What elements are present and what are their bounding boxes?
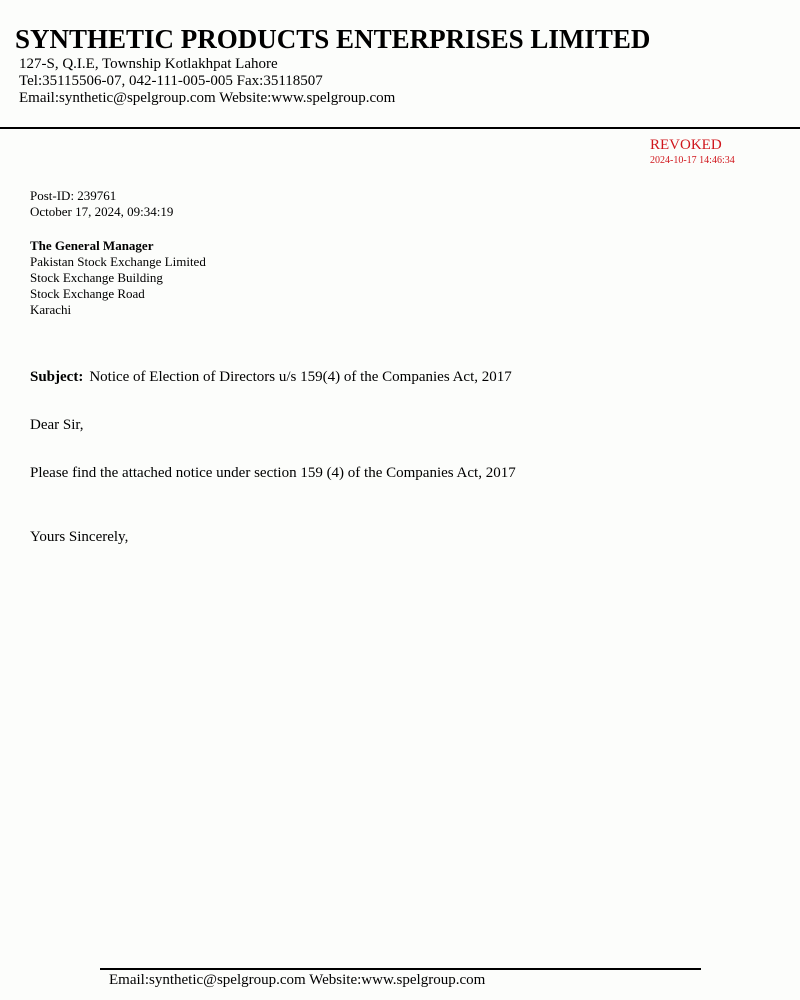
company-name: SYNTHETIC PRODUCTS ENTERPRISES LIMITED xyxy=(15,24,651,54)
letterhead xyxy=(15,22,785,107)
post-date: October 17, 2024, 09:34:19 xyxy=(30,204,174,219)
post-meta xyxy=(30,188,173,220)
recipient-name: The General Manager xyxy=(30,238,154,253)
recipient-line: Stock Exchange Building xyxy=(30,270,163,285)
recipient-line: Stock Exchange Road xyxy=(30,286,145,301)
company-phone-fax: Tel:35115506-07, 042-111-005-005 Fax:35118507 xyxy=(19,73,323,89)
footer-divider xyxy=(100,968,701,970)
letter-body: Please find the attached notice under section 159 (4) of the Companies Act, 2017 xyxy=(30,465,516,481)
company-address: 127-S, Q.I.E, Township Kotlakhpat Lahore xyxy=(19,56,278,72)
status-timestamp: 2024-10-17 14:46:34 xyxy=(650,155,735,166)
subject-text: Notice of Election of Directors u/s 159(4) of the Companies Act, 2017 xyxy=(89,369,512,385)
recipient-address xyxy=(30,238,206,318)
status-label: REVOKED xyxy=(650,137,722,153)
header-divider xyxy=(0,127,800,129)
footer-contact: Email:synthetic@spelgroup.com Website:www.spelgroup.com xyxy=(109,972,486,988)
status-stamp xyxy=(650,136,735,168)
subject-line xyxy=(30,368,512,386)
company-email-website: Email:synthetic@spelgroup.com Website:www.spelgroup.com xyxy=(19,90,396,106)
salutation: Dear Sir, xyxy=(30,417,84,433)
closing: Yours Sincerely, xyxy=(30,529,129,545)
post-id: Post-ID: 239761 xyxy=(30,188,117,203)
recipient-line: Pakistan Stock Exchange Limited xyxy=(30,254,206,269)
recipient-line: Karachi xyxy=(30,302,72,317)
subject-label: Subject: xyxy=(30,369,84,385)
